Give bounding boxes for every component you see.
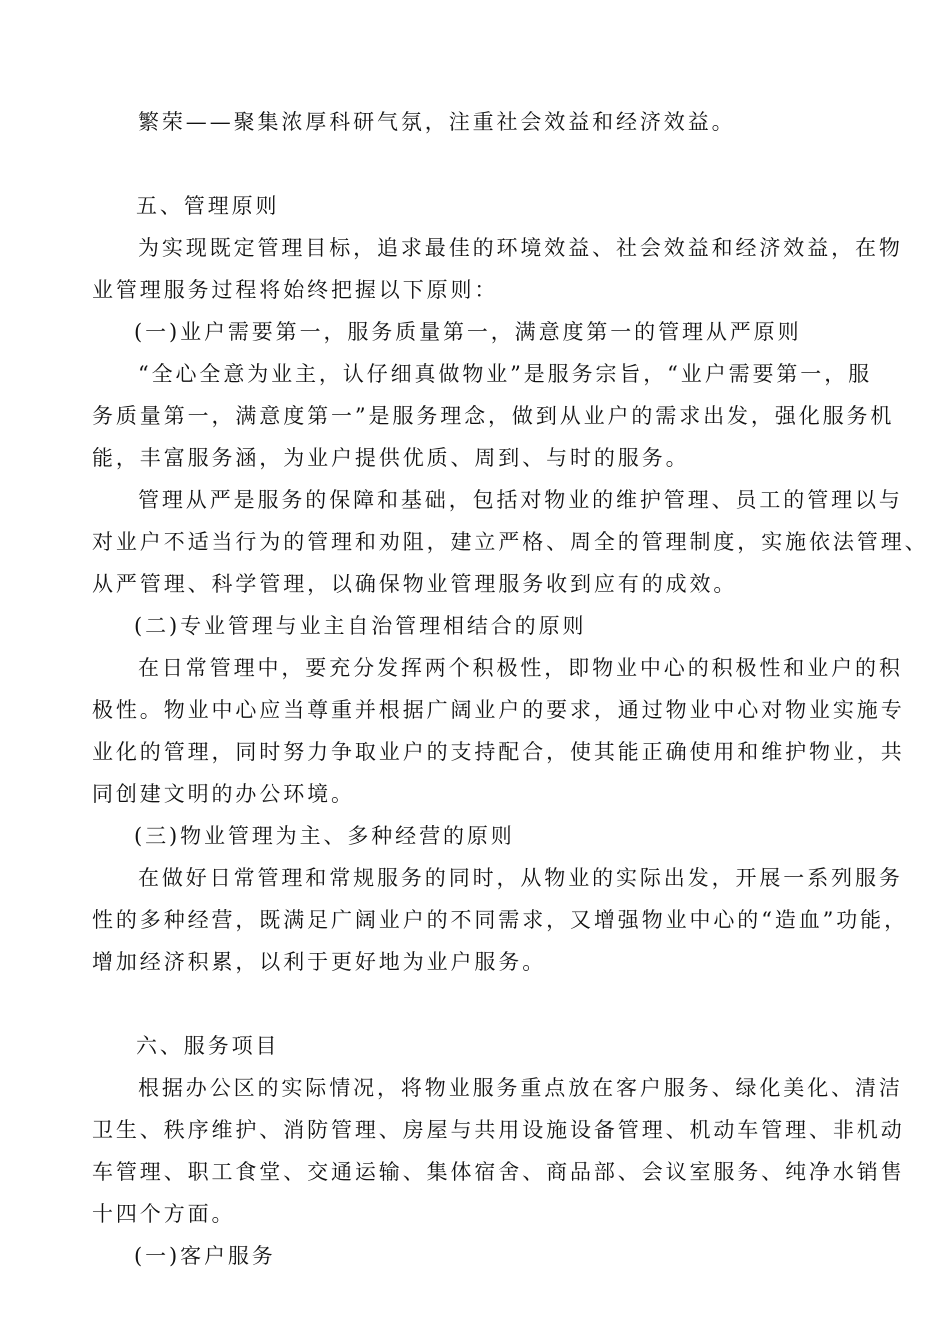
principle-1-para-1-line-2: 务质量第一，满意度第一”是服务理念，做到从业户的需求出发，强化服务机: [92, 404, 895, 428]
principle-2-para-line-4: 同创建文明的办公环境。: [92, 782, 355, 806]
principle-1-para-2-line-2: 对业户不适当行为的管理和劝阻，建立严格、周全的管理制度，实施依法管理、: [92, 530, 929, 554]
principle-2-para-line-2: 极性。物业中心应当尊重并根据广阔业户的要求，通过物业中心对物业实施专: [92, 698, 905, 722]
principle-2-para-line-1: 在日常管理中，要充分发挥两个积极性，即物业中心的积极性和业户的积: [138, 656, 903, 680]
principle-1-para-1-line-1: “全心全意为业主，认仔细真做物业”是服务宗旨，“业户需要第一，服: [138, 362, 873, 386]
section-5-intro-line-2: 业管理服务过程将始终把握以下原则：: [92, 278, 499, 302]
principle-3-para-line-1: 在做好日常管理和常规服务的同时，从物业的实际出发，开展一系列服务: [138, 866, 903, 890]
section-6-intro-line-3: 车管理、职工食堂、交通运输、集体宿舍、商品部、会议室服务、纯净水销售: [92, 1160, 905, 1184]
section-6-intro-line-2: 卫生、秩序维护、消防管理、房屋与共用设施设备管理、机动车管理、非机动: [92, 1118, 905, 1142]
principle-2-para-line-3: 业化的管理，同时努力争取业户的支持配合，使其能正确使用和维护物业，共: [92, 740, 905, 764]
principle-1-title: (一)业户需要第一，服务质量第一，满意度第一的管理从严原则: [134, 320, 802, 344]
section-6-sub-1-title: (一)客户服务: [134, 1244, 276, 1268]
principle-3-para-line-3: 增加经济积累，以利于更好地为业户服务。: [92, 950, 547, 974]
principle-1-para-1-line-3: 能，丰富服务涵，为业户提供优质、周到、与时的服务。: [92, 446, 690, 470]
principle-3-para-line-2: 性的多种经营，既满足广阔业户的不同需求，又增强物业中心的“造血”功能，: [92, 908, 908, 932]
section-6-intro-line-1: 根据办公区的实际情况，将物业服务重点放在客户服务、绿化美化、清洁: [138, 1076, 903, 1100]
principle-3-title: (三)物业管理为主、多种经营的原则: [134, 824, 515, 848]
section-6-heading: 六、服务项目: [136, 1034, 280, 1058]
section-6-intro-line-4: 十四个方面。: [92, 1202, 236, 1226]
principle-2-title: (二)专业管理与业主自治管理相结合的原则: [134, 614, 587, 638]
section-5-intro-line-1: 为实现既定管理目标，追求最佳的环境效益、社会效益和经济效益，在物: [138, 236, 903, 260]
section-5-heading: 五、管理原则: [136, 194, 280, 218]
continuation-line: 繁荣——聚集浓厚科研气氛，注重社会效益和经济效益。: [138, 110, 736, 134]
principle-1-para-2-line-3: 从严管理、科学管理，以确保物业管理服务收到应有的成效。: [92, 572, 738, 596]
principle-1-para-2-line-1: 管理从严是服务的保障和基础，包括对物业的维护管理、员工的管理以与: [138, 488, 903, 512]
